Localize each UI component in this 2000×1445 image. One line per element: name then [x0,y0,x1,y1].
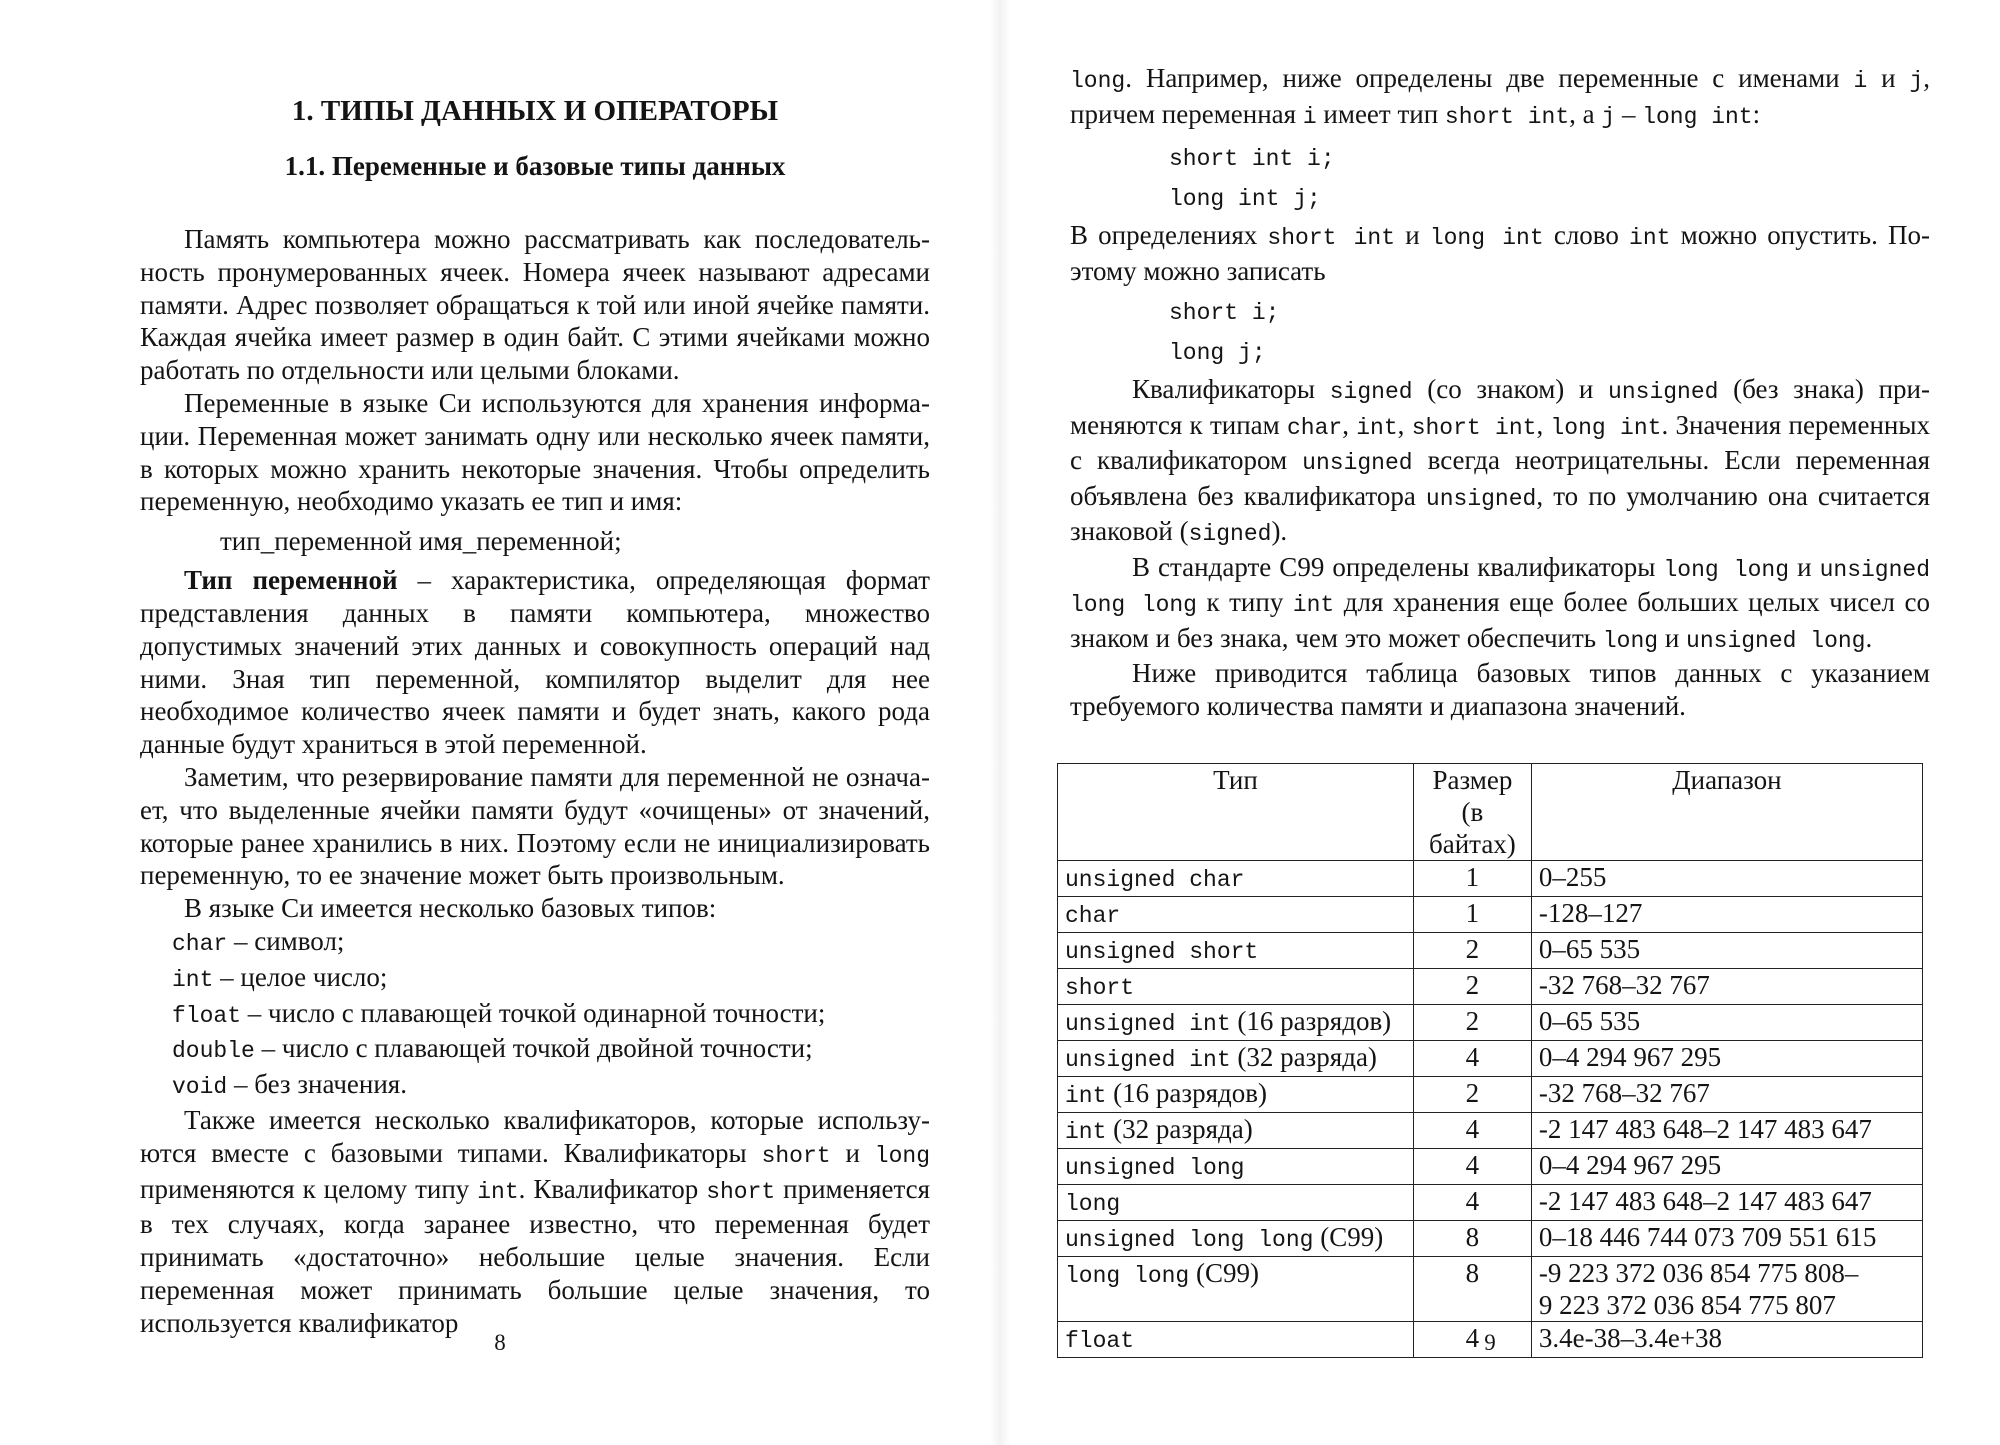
type-keyword: unsigned short [1065,939,1259,965]
list-item [172,961,930,997]
text-run: применяется в тех случаях, когда заранее известно, что переменная будет принимать «достаточно» небольшие целые значения. Если переменная может принимать большие целые значения, то используется квалификатор [140,1173,930,1338]
keyword: unsigned long [1686,627,1866,654]
keyword: int [1356,414,1398,441]
text-run: ). [1271,516,1288,546]
text-run: Квалификаторы [1132,374,1330,404]
code-block-1 [1169,139,1930,219]
table-row [1058,861,1923,897]
cell-size: 2 [1413,1005,1531,1041]
keyword: long [1602,627,1659,654]
type-keyword: long [1065,1191,1121,1217]
cell-size: 2 [1413,933,1531,969]
cell-range: -128–127 [1531,897,1922,933]
paragraph-type-definition [140,564,930,761]
page-number-left: 8 [494,1330,506,1355]
type-keyword: int [1065,1083,1107,1109]
type-keyword: float [1065,1328,1135,1354]
keyword: short [761,1142,831,1169]
cell-range: 0–4 294 967 295 [1531,1149,1922,1185]
code-line: long j; [1169,340,1266,366]
chapter-title: 1. ТИПЫ ДАННЫХ И ОПЕРАТОРЫ [291,95,779,127]
paragraph-basic-types-intro: В языке Си имеется несколько базовых типов: [184,893,717,924]
cell-type [1058,1185,1414,1221]
text-run: слово [1543,220,1630,250]
cell-type [1058,933,1414,969]
keyword: short int [1444,103,1570,130]
header-size: Размер (в байтах) [1413,764,1531,861]
text-run: . Квалификатор [518,1173,707,1204]
paragraph-variables: Переменные в языке Си используются для хранения информации. Переменная может занимать одну или несколько ячеек памяти, в которых можно хранить некоторые значения. Чтобы определить переменную, необходимо указать ее тип и имя: [140,387,930,517]
cell-type [1058,1041,1414,1077]
cell-type [1058,1221,1414,1257]
cell-size: 4 [1413,1149,1531,1185]
text-run: и [1789,551,1820,582]
page-number-right: 9 [1484,1330,1496,1355]
cell-size: 4 [1413,1185,1531,1221]
keyword: int [477,1178,519,1205]
text-run: . Например, ниже определены две переменные с именами [1125,63,1854,93]
type-keyword: unsigned int [1065,1011,1231,1037]
cell-range: 0–65 535 [1531,1005,1922,1041]
paragraph-c99 [1070,551,1930,658]
paragraph-qualifiers [140,1104,930,1340]
keyword: unsigned [1302,450,1413,476]
text-run: . Значения переменных с квалификатором [1070,409,1931,475]
declaration-syntax: тип_переменной имя_переменной; [220,526,622,557]
right-body-text [1070,62,1930,722]
keyword: long long [1663,556,1790,583]
keyword: j [1909,68,1924,94]
cell-type [1058,861,1414,897]
table-row [1058,1005,1923,1041]
table-header-row [1058,764,1923,861]
type-note: (16 разрядов) [1230,1006,1392,1036]
keyword: int [1629,225,1671,251]
data-types-table [1057,763,1923,1358]
text-run: к типу [1196,587,1293,617]
keyword: int [172,966,214,993]
text-run: В определениях [1070,220,1268,250]
text-run: и [1395,220,1430,250]
keyword: unsigned [1425,485,1537,512]
cell-type [1058,897,1414,933]
table-row [1058,1221,1923,1257]
cell-range: 0–65 535 [1531,933,1922,969]
code-line: short int i; [1169,146,1335,172]
text-run: , [1536,409,1551,440]
text-run: имеет тип [1316,98,1445,129]
term-type: Тип переменной [184,565,398,596]
keyword: short int [1267,225,1396,251]
left-body-text [140,223,930,1340]
paragraph-signed-unsigned [1070,373,1930,551]
cell-size: 4 [1413,1322,1531,1358]
table-body [1058,861,1923,1358]
text-run: и [830,1137,875,1168]
cell-type [1058,1149,1414,1185]
type-note: (32 разряда) [1106,1114,1253,1144]
list-item [172,1032,930,1068]
paragraph-reservation: Заметим, что резервирование памяти для переменной не означает, что выделенные ячейки памяти будут «очищены» от значений, которые ранее хранились в них. Поэтому если не инициализировать переменную, то ее значение может быть произвольным. [140,761,930,891]
header-range: Диапазон [1531,764,1922,861]
text-run: (со знаком) и [1412,374,1609,404]
type-note: (32 разряда) [1230,1042,1377,1072]
term-definition: – характеристика, определяющая формат представления данных в памяти компьютера, множество допустимых значений этих данных и совокупность операций над ними. Зная тип переменной, компилятор выделит для нее необходимое количество ячеек памяти и будет знать, какого рода данные будут храниться в этой переменной. [140,565,930,760]
text-run: можно опустить. Поэтому можно записать [1070,220,1930,286]
type-keyword: unsigned char [1065,867,1245,893]
text-run: и [1867,63,1910,93]
keyword: char [172,930,228,957]
type-keyword: long long [1065,1263,1190,1289]
text-run: , а [1569,98,1602,129]
cell-range: 0–4 294 967 295 [1531,1041,1922,1077]
code-block-2 [1169,293,1930,373]
text-run: применяются к целому типу [140,1173,478,1204]
text-run: В стандарте С99 определены квалификаторы [1132,551,1664,582]
text-run: : [1752,98,1761,129]
type-description: – число с плавающей точкой одинарной точности; [241,997,826,1028]
list-item [172,925,930,961]
table-row [1058,1185,1923,1221]
paragraph-table-intro: Ниже приводится таблица базовых типов данных с указанием требуемого количества памяти и диапазона значений. [1070,658,1930,721]
keyword: long [874,1142,930,1169]
cell-size: 4 [1413,1113,1531,1149]
keyword: unsigned [1608,379,1719,405]
cell-range: -32 768–32 767 [1531,969,1922,1005]
keyword: long int [1642,103,1753,130]
table-row [1058,897,1923,933]
header-type: Тип [1058,764,1414,861]
keyword: i [1302,103,1317,130]
section-title: 1.1. Переменные и базовые типы данных [284,151,786,181]
type-description: – символ; [227,925,345,956]
paragraph-memory: Память компьютера можно рассматривать как последовательность пронумерованных ячеек. Номера ячеек называют адресами памяти. Адрес позволяет обращаться к той или иной ячейке памяти. Каждая ячейка имеет размер в один байт. С этими ячейками можно работать по отдельности или целыми блоками. [140,224,930,386]
table-row [1058,1041,1923,1077]
cell-size: 2 [1413,969,1531,1005]
keyword: short int [1411,414,1537,441]
paragraph-omit-int [1070,219,1930,287]
type-note: (16 разрядов) [1106,1078,1267,1108]
keyword: long int [1550,414,1662,441]
list-item [172,997,930,1033]
type-description: – число с плавающей точкой двойной точности; [254,1033,813,1064]
text-run: всегда неотрицательны. Если переменная объявлена без квалификатора [1070,445,1931,511]
text-run: Также имеется несколько квалификаторов, которые используются вместе с базовыми типами. Квалификаторы [140,1104,930,1168]
cell-type [1058,1005,1414,1041]
text-run: , то по умолчанию она считается знаковой ( [1070,480,1931,546]
table-row [1058,1113,1923,1149]
keyword: double [172,1038,255,1065]
cell-size: 8 [1413,1257,1531,1322]
keyword: i [1853,68,1868,94]
cell-range: 0–18 446 744 073 709 551 615 [1531,1221,1922,1257]
cell-range: 0–255 [1531,861,1922,897]
type-description: – целое число; [213,961,388,992]
type-keyword: unsigned long [1065,1155,1245,1181]
text-run: , [1342,409,1357,440]
cell-size: 2 [1413,1077,1531,1113]
text-run: (без знака) применяются к типам [1070,374,1930,440]
keyword: long [1070,68,1126,94]
text-run: , причем переменная [1070,63,1930,129]
keyword: float [172,1002,242,1029]
text-run: . [1865,622,1873,653]
table-row [1058,969,1923,1005]
cell-range: -9 223 372 036 854 775 808– 9 223 372 036 854 775 807 [1531,1257,1922,1322]
cell-size: 4 [1413,1041,1531,1077]
text-run: – [1615,98,1643,129]
table-row [1058,1257,1923,1322]
type-keyword: short [1065,975,1135,1001]
cell-size: 1 [1413,861,1531,897]
text-run: , [1397,409,1412,440]
table-row [1058,1077,1923,1113]
keyword: j [1601,103,1616,130]
keyword: long int [1429,225,1544,251]
keyword: int [1292,592,1335,618]
keyword: signed [1329,379,1413,405]
code-line: long int j; [1169,186,1321,212]
text-run: для хранения еще более больших целых чисел со знаком и без знака, чем это может обеспечить [1070,587,1930,653]
code-line: short i; [1169,300,1280,326]
type-note: (C99) [1189,1258,1259,1288]
cell-range: 3.4e-38–3.4e+38 [1531,1322,1922,1358]
cell-size: 8 [1413,1221,1531,1257]
paragraph-example-vars [1070,62,1930,133]
type-note: (C99) [1313,1222,1384,1252]
table-row [1058,933,1923,969]
type-keyword: unsigned int [1065,1047,1231,1073]
keyword: char [1287,414,1343,441]
cell-type [1058,1113,1414,1149]
list-item [172,1068,930,1104]
cell-size: 1 [1413,897,1531,933]
table-row [1058,1149,1923,1185]
keyword: signed [1188,521,1272,547]
cell-type [1058,1077,1414,1113]
keyword: void [172,1074,228,1101]
basic-types-list [172,925,930,1104]
cell-range: -2 147 483 648–2 147 483 647 [1531,1185,1922,1221]
type-keyword: unsigned long long [1065,1227,1314,1253]
cell-type [1058,1322,1414,1358]
cell-range: -2 147 483 648–2 147 483 647 [1531,1113,1922,1149]
right-page [1000,0,2000,1445]
text-run: и [1658,622,1687,653]
keyword: short [706,1178,776,1205]
cell-range: -32 768–32 767 [1531,1077,1922,1113]
cell-type [1058,969,1414,1005]
keyword: unsigned long long [1070,556,1931,618]
cell-type [1058,1257,1414,1322]
type-keyword: char [1065,903,1121,929]
type-description: – без значения. [227,1069,407,1100]
type-keyword: int [1065,1119,1107,1145]
